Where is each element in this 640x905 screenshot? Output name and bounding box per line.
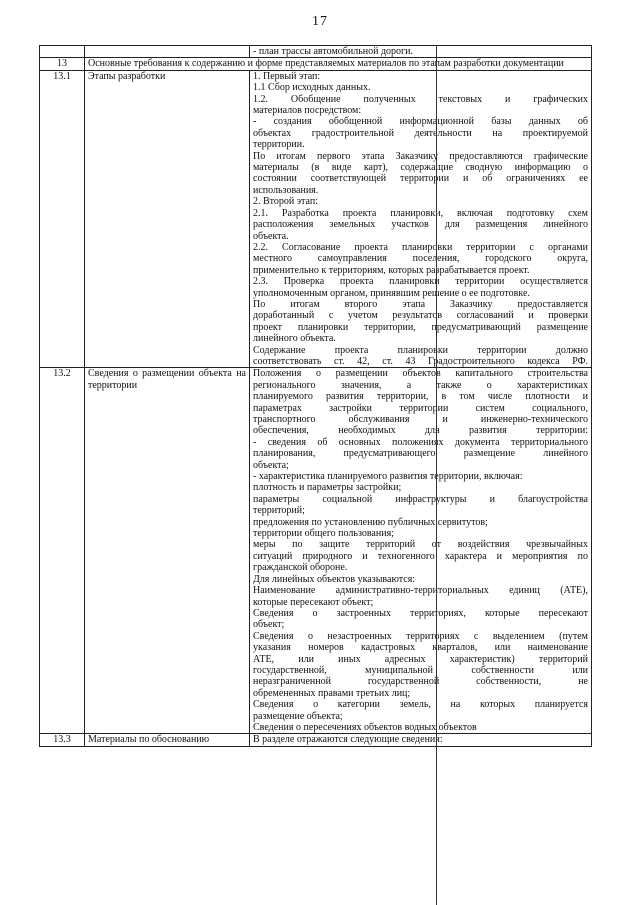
requirements-table <box>39 45 592 747</box>
content-line: использования. <box>253 184 319 196</box>
content-line: состоянии соответствующей территории и об ограничениях ее <box>253 173 588 185</box>
content-line: предложения по установлению публичных сервитутов; <box>253 516 488 528</box>
content-line: 2.1. Разработка проекта планировки, включая подготовку схем <box>253 207 588 219</box>
content-line: соответствовать ст. 42, ст. 43 Градостроительного кодекса РФ. <box>253 355 588 367</box>
content-line: плотность и параметры застройки; <box>253 482 402 494</box>
row-title: Сведения о размещении объекта на территории <box>85 368 250 734</box>
content-line: Содержание проекта планировки территории должно <box>253 344 588 356</box>
row-number: 13.3 <box>40 734 85 746</box>
content-line: доработанный с учетом результатов согласований и проверки <box>253 310 588 322</box>
content-line: которые пересекают объект; <box>253 596 374 608</box>
content-line: АТЕ, или иных адресных характеристик) территорий <box>253 653 588 665</box>
content-line: Наименование административно-территориальных единиц (АТЕ), <box>253 585 588 597</box>
content-line: параметрах застройки территории систем социального, <box>253 402 588 414</box>
content-line: государственной, муниципальной собственности или <box>253 664 588 676</box>
row-number: 13.2 <box>40 368 85 734</box>
content-line: - создания обобщенной информационной базы данных об <box>253 116 588 128</box>
content-line: Сведения о застроенных территориях, которые пересекают <box>253 607 588 619</box>
content-line: 2. Второй этап: <box>253 196 318 208</box>
content-line: расположения земельных участков для размещения линейного <box>253 219 588 231</box>
content-line: 2.3. Проверка проекта планировки территории осуществляется <box>253 276 588 288</box>
content-line: Положения о размещении объектов капитального строительства <box>253 368 588 380</box>
row-title: Этапы разработки <box>85 70 250 368</box>
content-line: транспортного обслуживания и инженерно-технического <box>253 414 588 425</box>
row-title: Материалы по обоснованию <box>85 734 250 746</box>
content-line: размещение объекта; <box>253 710 343 722</box>
content-line: регионального значения, а также о характеристиках <box>253 379 588 391</box>
row-content <box>250 70 592 368</box>
content-line: указания номеров кадастровых кварталов, или наименование <box>253 642 588 654</box>
content-line: применительно к территориям, которых разрабатывается проект. <box>253 264 530 276</box>
content-line: планируемого развития территории, в том числе плотности и <box>253 391 588 403</box>
content-line: - сведения об основных положениях документа территориального <box>253 436 588 448</box>
content-line: В разделе отражаются следующие сведения: <box>253 734 443 746</box>
table-row <box>40 46 592 58</box>
content-line: территорий; <box>253 505 305 517</box>
table-row <box>40 58 592 70</box>
content-line: материалы (в виде карт), содержащие сводную информацию о <box>253 162 588 174</box>
content-line: уполномоченным органом, принявшим решение о ее подготовке. <box>253 287 530 299</box>
content-line: гражданской обороне. <box>253 562 348 574</box>
content-line: обремененных правами третьих лиц; <box>253 687 411 699</box>
content-line: территории общего пользования; <box>253 528 394 540</box>
content-line: планирования, предусматривающего размещение линейного <box>253 448 588 460</box>
content-line: параметры социальной инфраструктуры и благоустройства <box>253 493 588 505</box>
content-line: объекта. <box>253 230 289 242</box>
content-line: Сведения о незастроенных территориях с выделением (путем <box>253 630 588 642</box>
page-number: 17 <box>312 14 328 29</box>
content-line: 1.1 Сбор исходных данных. <box>253 82 371 94</box>
content-line: объектах градостроительной деятельности на проектируемой <box>253 127 588 139</box>
row-content <box>250 46 592 58</box>
content-line: объект; <box>253 619 285 631</box>
content-line: - характеристика планируемого развития территории, включая: <box>253 471 523 483</box>
section-heading: Основные требования к содержанию и форме представляемых материалов по этапам разработки документации <box>85 58 592 70</box>
content-line: меры по защите территорий от воздействия чрезвычайных <box>253 539 588 551</box>
content-line: Сведения о пересечениях объектов водных объектов <box>253 721 477 733</box>
row-number: 13.1 <box>40 70 85 368</box>
content-line: - план трассы автомобильной дороги. <box>253 46 414 57</box>
content-line: Для линейных объектов указываются: <box>253 573 416 585</box>
content-line: ситуаций природного и техногенного характера и мероприятия по <box>253 550 588 562</box>
row-content <box>250 734 592 746</box>
row-number: 13 <box>40 58 85 70</box>
content-line: неразграниченной государственной собственности, не <box>253 676 588 688</box>
content-line: 2.2. Согласование проекта планировки территории с органами <box>253 241 588 253</box>
content-line: Сведения о категории земель, на которых планируется <box>253 699 588 711</box>
content-line: территории. <box>253 139 305 151</box>
content-line: проект планировки территории, предусматривающий размещение <box>253 321 588 333</box>
content-line: объекта; <box>253 459 289 471</box>
content-line: местного самоуправления поселения, городского округа, <box>253 253 588 265</box>
table-row <box>40 734 592 746</box>
content-line: По итогам первого этапа Заказчику предоставляются графические <box>253 150 588 162</box>
content-line: материалов посредством: <box>253 105 362 117</box>
content-line: обеспечения, необходимых для развития территории: <box>253 425 588 437</box>
row-number <box>40 46 85 58</box>
content-line: 1.2. Обобщение полученных текстовых и графических <box>253 93 588 105</box>
row-content <box>250 368 592 734</box>
content-line: По итогам второго этапа Заказчику предоставляется <box>253 298 588 310</box>
table-row <box>40 70 592 368</box>
content-line: 1. Первый этап: <box>253 70 321 82</box>
vertical-margin-line <box>436 45 437 905</box>
table-row <box>40 368 592 734</box>
content-line: линейного объекта. <box>253 333 336 345</box>
row-title <box>85 46 250 58</box>
